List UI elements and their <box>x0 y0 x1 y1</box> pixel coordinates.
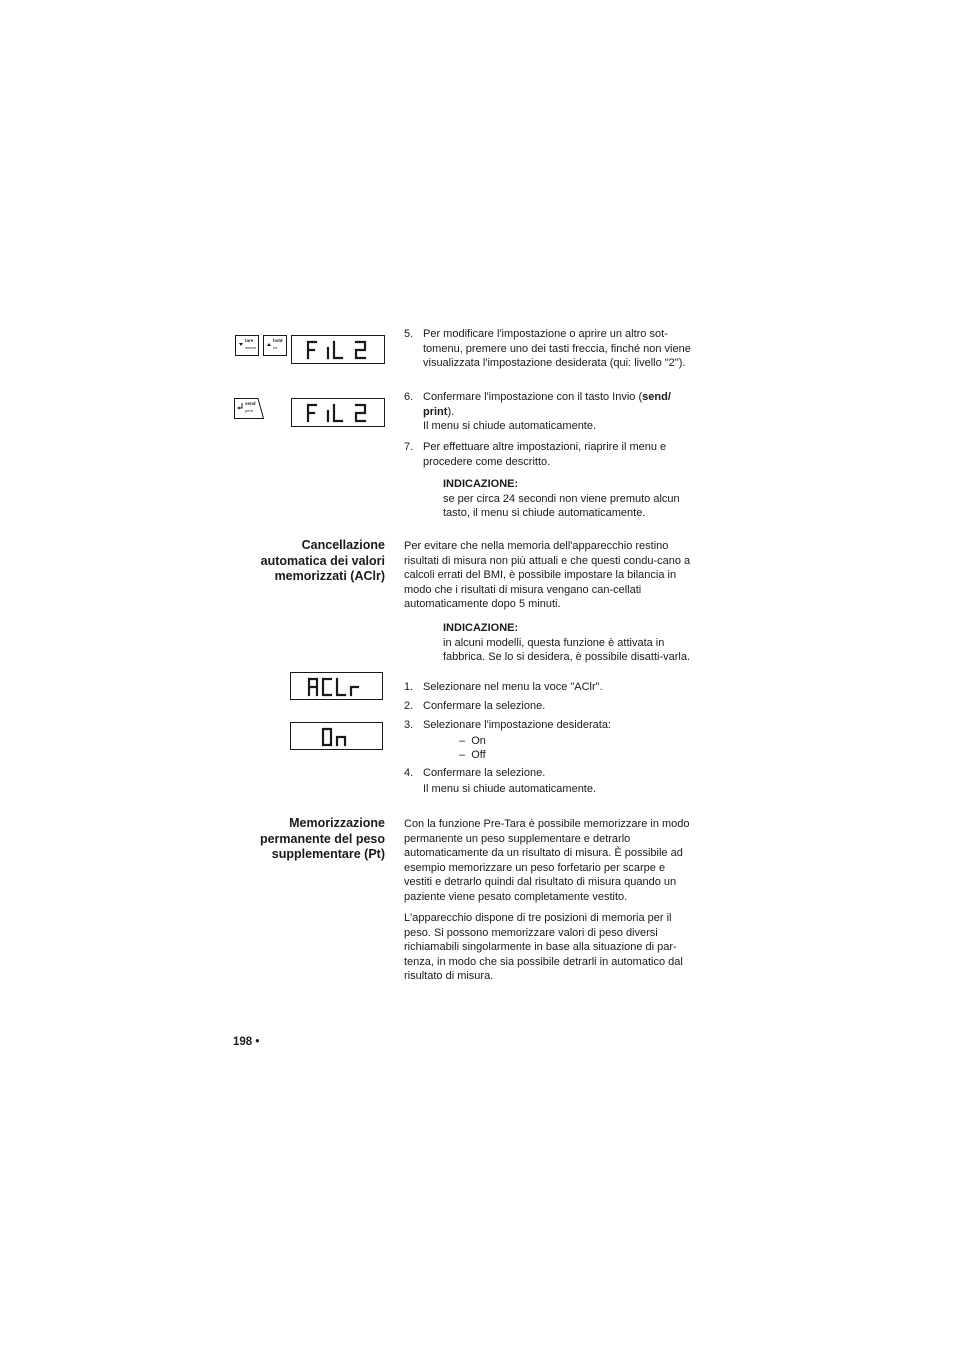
step-text-pre: Confermare l'impostazione con il tasto Invio ( <box>423 391 643 403</box>
tare-down-arrow-key <box>235 335 259 356</box>
lcd-fil-digits <box>292 399 386 428</box>
step-number: 2. <box>404 700 414 712</box>
key-label-memo: memo <box>245 345 257 350</box>
key-label-hold: hold <box>273 338 283 343</box>
step-number: 1. <box>404 681 414 693</box>
step-text-post: ). <box>447 405 455 418</box>
note-text: in alcuni modelli, questa funzione è attivata in fabbrica. Se lo si desidera, è possibile disatti-varla. <box>443 636 691 664</box>
aclr-step-1 <box>404 680 694 695</box>
key-label-print: print <box>245 408 253 413</box>
step-result: Il menu si chiude automaticamente. <box>423 420 597 433</box>
step-number: 6. <box>404 391 414 403</box>
note-heading: INDICAZIONE: <box>443 478 519 490</box>
down-arrow-icon <box>239 343 243 346</box>
lcd-display-fil-2 <box>291 398 385 427</box>
lcd-display-on <box>290 722 383 750</box>
step-5 <box>404 327 694 371</box>
step-text-main: Selezionare l'impostazione desiderata: <box>423 719 611 731</box>
note-timeout <box>443 477 698 521</box>
key-label-clr: clr <box>273 345 278 350</box>
step-result: Il menu si chiude automaticamente. <box>423 782 597 795</box>
option-item: – On <box>459 734 486 747</box>
step-text: Selezionare nel menu la voce "AClr". <box>423 681 603 693</box>
step-number: 3. <box>404 719 414 731</box>
up-arrow-icon <box>267 343 271 346</box>
step-number: 4. <box>404 767 414 779</box>
lcd-display-aclr <box>290 672 383 700</box>
step-text <box>423 766 694 796</box>
step-6 <box>404 390 694 434</box>
step-text <box>423 718 694 763</box>
step-text: Per effettuare altre impostazioni, riaprire il menu e procedere come descritto. <box>423 441 667 468</box>
step-text <box>423 390 694 434</box>
pt-paragraph-1: Con la funzione Pre-Tara è possibile memorizzare in modo permanente un peso supplementare e detrarlo automaticamente da un risultato di misura. È possibile ad esempio memorizzare un peso forfetario per scarpe e vestiti e detrarlo quindi dal risultato di misura quando un paziente viene pesato completamente vestito. <box>404 818 690 903</box>
lcd-fil-digits <box>292 336 386 365</box>
note-text: se per circa 24 secondi non viene premuto alcun tasto, il menu si chiude automaticamente. <box>443 492 680 520</box>
pt-paragraph-2: L'apparecchio dispone di tre posizioni di memoria per il peso. Si possono memorizzare valori di peso diversi richiamabili singolarmente in base alla situazione di par-tenza, in modo che sia possibile detrarli in automatico dal risultato di misura. <box>404 912 683 983</box>
step-text-main: Confermare la selezione. <box>423 767 546 779</box>
aclr-step-2 <box>404 699 694 714</box>
note-heading: INDICAZIONE: <box>443 622 519 634</box>
step-text-bold: send/ print <box>423 391 671 418</box>
step-7 <box>404 440 694 469</box>
step-number: 7. <box>404 441 414 453</box>
lcd-aclr-digits <box>291 673 384 701</box>
option-list <box>423 734 694 763</box>
aclr-intro: Per evitare che nella memoria dell'apparecchio restino risultati di misura non più attuali e che questi condu-cano a calcoli errati del BMI, è possibile impostare la bilancia in modo che i risultati di misura vengano can-cellati automaticamente dopo 5 minuti. <box>404 540 691 611</box>
option-label: Off <box>471 749 486 762</box>
hold-up-arrow-key <box>263 335 287 356</box>
option-item: – Off <box>459 749 486 762</box>
step-text: Confermare la selezione. <box>423 700 546 712</box>
step-text: Per modificare l'impostazione o aprire un altro sot-tomenu, premere uno dei tasti freccia, finché non viene visualizzata l'impostazione desiderata (qui: livello "2"). <box>423 328 691 370</box>
page-number: 198 • <box>233 1036 260 1048</box>
section-heading-pt: Memorizzazione permanente del peso supplementare (Pt) <box>259 816 385 862</box>
send-print-key <box>234 398 264 419</box>
step-number: 5. <box>404 328 414 340</box>
lcd-on-digits <box>291 723 384 751</box>
note-aclr <box>443 621 698 665</box>
key-label-send: send <box>245 401 256 406</box>
option-label: On <box>471 734 486 747</box>
aclr-step-3 <box>404 718 694 763</box>
lcd-display-fil-1 <box>291 335 385 364</box>
aclr-step-4 <box>404 766 694 796</box>
section-heading-aclr: Cancellazione automatica dei valori memorizzati (AClr) <box>260 538 385 584</box>
key-label-tare: tare <box>245 338 254 343</box>
